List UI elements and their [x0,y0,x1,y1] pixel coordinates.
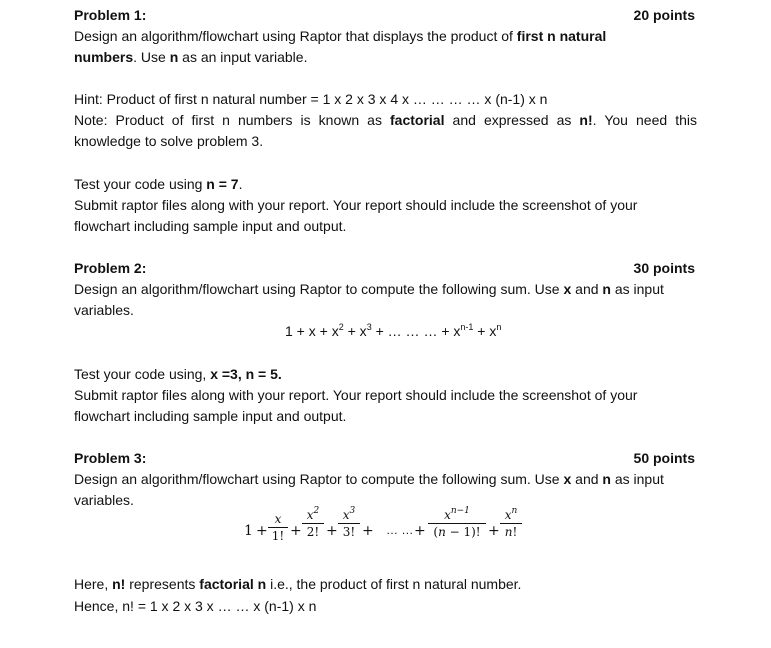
formula-term-1: x 1! [268,512,288,543]
problem1-points: 20 points [633,7,695,23]
problem3-description-line1: Design an algorithm/flowchart using Raptor to compute the following sum. Use x and n as input [74,471,664,487]
problem1-test: Test your code using n = 7. [74,176,243,192]
formula-plus: + [362,523,374,539]
problem1-hint: Hint: Product of first n natural number = 1 x 2 x 3 x 4 x … … … … x (n-1) x n [74,91,548,107]
problem2-description-line1: Design an algorithm/flowchart using Raptor to compute the following sum. Use x and n as input [74,281,664,297]
problem2-formula: $1 + x + x^2 + x^3$ + … … … + $x^{n-1} + x^n$ [285,322,502,339]
problem1-description-line1: Design an algorithm/flowchart using Raptor that displays the product of first n natural [74,28,607,44]
problem2-submit-line1: Submit raptor files along with your report. Your report should include the screenshot of your [74,387,638,403]
problem3-hence: Hence, n! = 1 x 2 x 3 x … … x (n-1) x n [74,598,317,614]
formula-term-n-minus-1: $x^{n-1}$ (n − 1)! [428,508,486,539]
problem1-description-line2: numbers. Use n as an input variable. [74,49,308,65]
formula-one: 1 [244,523,253,539]
formula-plus: + [414,523,426,539]
problem2-test: Test your code using, x =3, n = 5. [74,366,282,382]
problem2-title: Problem 2: [74,260,147,276]
problem1-submit-line1: Submit raptor files along with your report. Your report should include the screenshot of your [74,197,638,213]
formula-plus: + [290,523,302,539]
problem3-points: 50 points [633,450,695,466]
problem1-note-line1: Note: Product of first n numbers is known as factorial and expressed as n!. You need this [74,112,697,128]
formula-term-n: $x^n$ n! [500,508,522,539]
problem3-description-line2: variables. [74,492,134,508]
formula-plus: + [256,523,268,539]
problem1-submit-line2: flowchart including sample input and output. [74,218,347,234]
problem2-points: 30 points [633,260,695,276]
formula-term-2: $x^2$ 2! [302,508,324,539]
formula-plus: + [326,523,338,539]
problem2-submit-line2: flowchart including sample input and output. [74,408,347,424]
problem1-title: Problem 1: [74,7,147,23]
formula-dots: … … [386,523,414,537]
problem3-title: Problem 3: [74,450,147,466]
problem3-here: Here, n! represents factorial n i.e., the product of first n natural number. [74,576,522,592]
problem1-note-line2: knowledge to solve problem 3. [74,133,264,149]
formula-term-3: $x^3$ 3! [338,508,360,539]
problem2-description-line2: variables. [74,302,134,318]
formula-plus: + [488,523,500,539]
